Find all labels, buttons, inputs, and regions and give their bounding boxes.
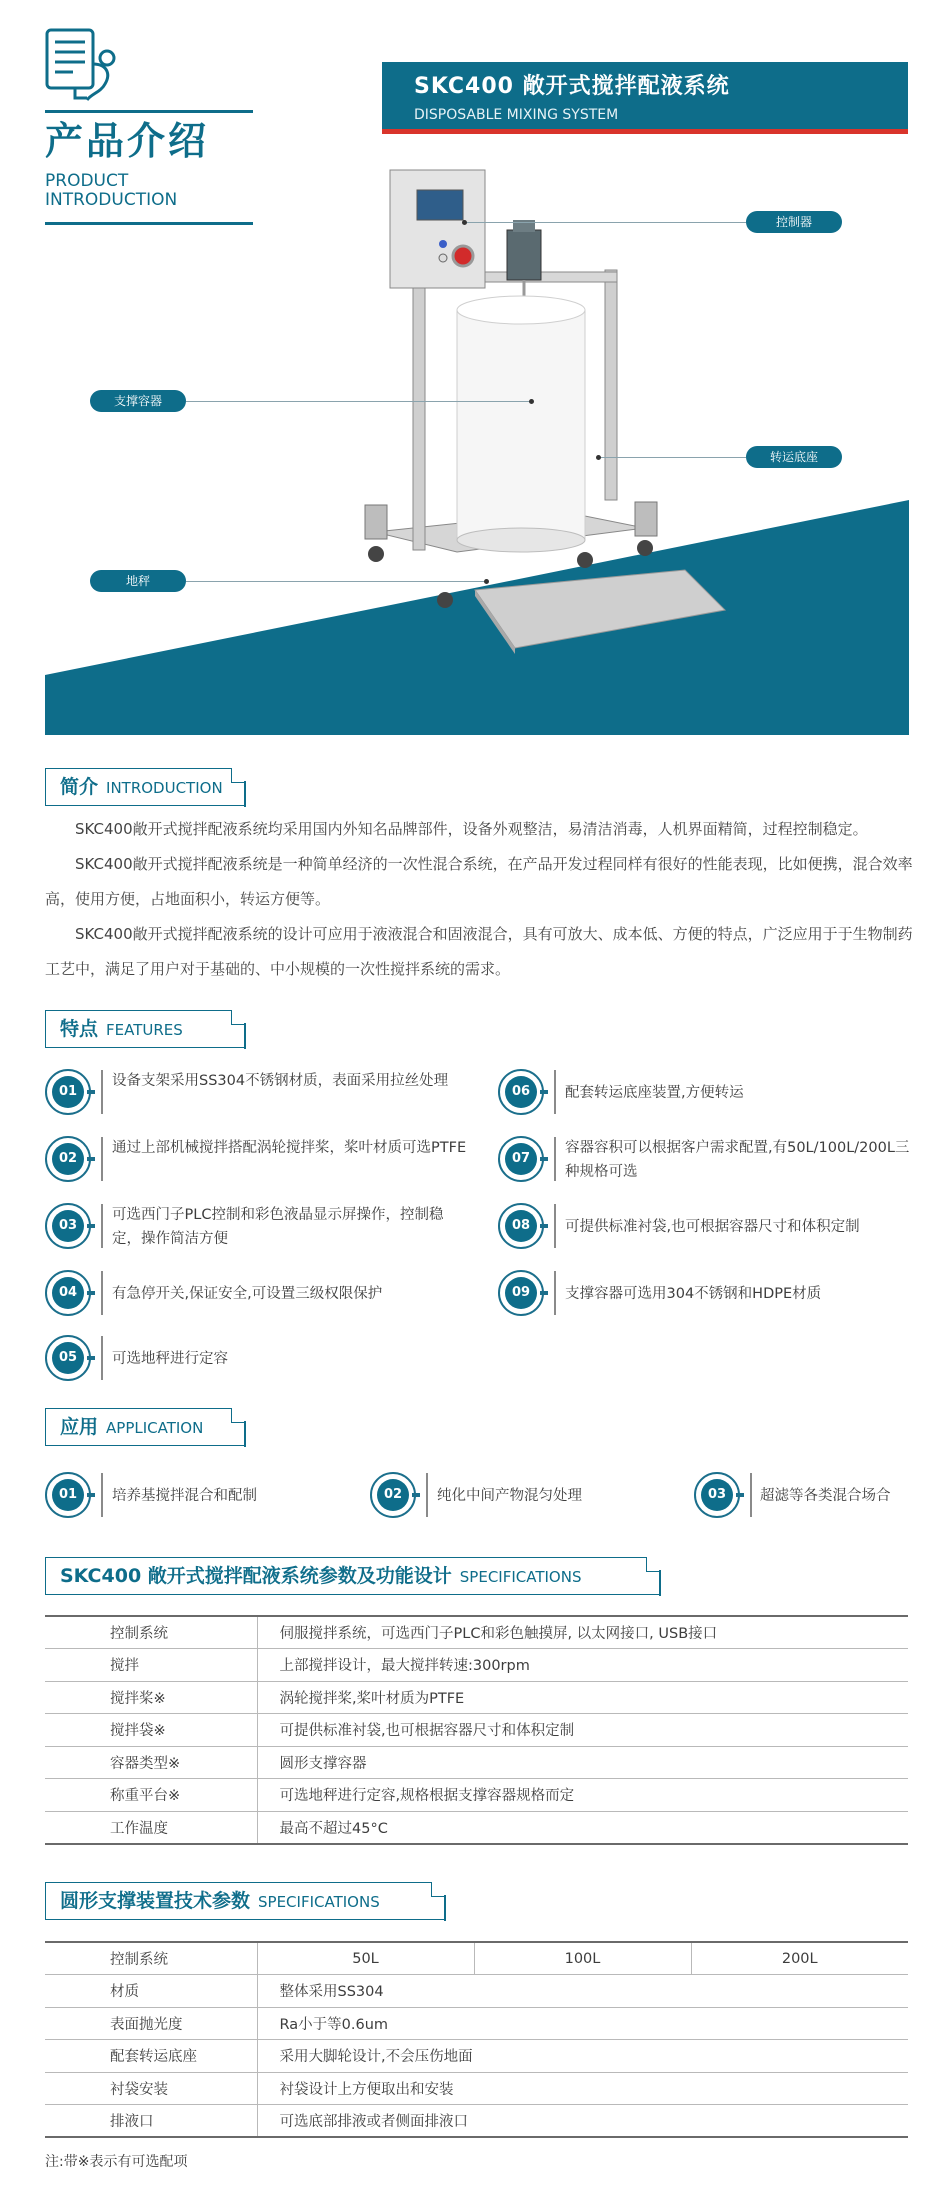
feature-badge-05: 05 [45, 1335, 91, 1381]
callout-scale-leader [186, 581, 486, 582]
application-divider [426, 1473, 428, 1517]
specs-header-edge [659, 1570, 661, 1596]
intro-title-cn: 简介 [60, 776, 99, 798]
support-specs-title-cn: 圆形支撑装置技术参数 [60, 1890, 251, 1912]
specs-table [45, 1615, 908, 1845]
feature-divider [101, 1204, 103, 1248]
feature-badge-01: 01 [45, 1069, 91, 1115]
support-specs-header-edge [444, 1895, 446, 1921]
feature-text-05: 可选地秤进行定容 [112, 1351, 228, 1367]
feature-text-01: 设备支架采用SS304不锈钢材质，表面采用拉丝处理 [112, 1073, 449, 1089]
table-row [45, 1714, 908, 1747]
section-heading-en: PRODUCT INTRODUCTION [45, 171, 178, 210]
support-specs-section-header [45, 1882, 445, 1920]
application-title-en: APPLICATION [106, 1419, 204, 1437]
feature-divider [554, 1204, 556, 1248]
application-badge-01: 01 [45, 1472, 91, 1518]
feature-badge-02: 02 [45, 1136, 91, 1182]
feature-text-06: 配套转运底座装置,方便转运 [565, 1085, 744, 1101]
feature-divider [101, 1137, 103, 1181]
spec-value: Ra小于等0.6um [257, 2007, 908, 2040]
spec-value: 圆形支撑容器 [257, 1746, 908, 1779]
spec-value: 可提供标准衬袋,也可根据容器尺寸和体积定制 [257, 1714, 908, 1747]
heading-rule-top [45, 110, 253, 113]
table-row [45, 1681, 908, 1714]
callout-support-leader [186, 401, 531, 402]
feature-divider [554, 1070, 556, 1114]
feature-text-03: 可选西门子PLC控制和彩色液晶显示屏操作，控制稳定，操作简洁方便 [112, 1207, 444, 1247]
table-row [45, 2072, 908, 2105]
capacity-column-header: 50L [257, 1942, 474, 1975]
feature-divider [101, 1336, 103, 1380]
spec-key: 配套转运底座 [45, 2040, 257, 2073]
features-header-edge [244, 1023, 246, 1049]
feature-text-08: 可提供标准衬袋,也可根据容器尺寸和体积定制 [565, 1219, 860, 1235]
spec-key: 搅拌 [45, 1649, 257, 1682]
spec-key: 衬袋安装 [45, 2072, 257, 2105]
product-subtitle: DISPOSABLE MIXING SYSTEM [414, 107, 619, 123]
support-specs-table [45, 1941, 908, 2138]
intro-paragraph-1: SKC400敞开式搅拌配液系统均采用国内外知名品牌部件，设备外观整洁，易清洁消毒，人机界面精简，过程控制稳定。 [75, 820, 868, 838]
spec-value: 可选底部排液或者侧面排液口 [257, 2105, 908, 2138]
feature-divider [554, 1137, 556, 1181]
application-badge-02: 02 [370, 1472, 416, 1518]
spec-value: 衬袋设计上方便取出和安装 [257, 2072, 908, 2105]
spec-key: 搅拌桨※ [45, 1681, 257, 1714]
application-section-header [45, 1408, 245, 1446]
application-badge-03: 03 [694, 1472, 740, 1518]
spec-value: 伺服搅拌系统，可选西门子PLC和彩色触摸屏, 以太网接口, USB接口 [257, 1616, 908, 1649]
intro-paragraph-2: SKC400敞开式搅拌配液系统是一种简单经济的一次性混合系统，在产品开发过程同样有很好的性能表现，比如便携，混合效率高，使用方便，占地面积小，转运方便等。 [45, 855, 913, 908]
spec-key: 工作温度 [45, 1811, 257, 1844]
spec-key: 材质 [45, 1975, 257, 2008]
features-section-header [45, 1010, 245, 1048]
feature-divider [554, 1271, 556, 1315]
feature-badge-09: 09 [498, 1270, 544, 1316]
table-row [45, 1942, 908, 1975]
spec-key: 控制系统 [45, 1616, 257, 1649]
section-heading-cn: 产品介绍 [45, 119, 210, 163]
application-title-cn: 应用 [60, 1416, 99, 1438]
table-row [45, 1746, 908, 1779]
document-stethoscope-icon [45, 28, 121, 102]
table-row [45, 1811, 908, 1844]
specs-section-header [45, 1557, 660, 1595]
capacity-column-header: 200L [691, 1942, 908, 1975]
feature-text-04: 有急停开关,保证安全,可设置三级权限保护 [112, 1286, 383, 1302]
features-title-cn: 特点 [60, 1018, 99, 1040]
spec-value: 最高不超过45°C [257, 1811, 908, 1844]
callout-scale-dot [484, 579, 489, 584]
intro-title-en: INTRODUCTION [106, 779, 223, 797]
spec-key: 搅拌袋※ [45, 1714, 257, 1747]
spec-value: 整体采用SS304 [257, 1975, 908, 2008]
feature-badge-04: 04 [45, 1270, 91, 1316]
table-row [45, 1616, 908, 1649]
spec-key: 容器类型※ [45, 1746, 257, 1779]
table-row [45, 2105, 908, 2138]
application-text-01: 培养基搅拌混合和配制 [112, 1488, 257, 1504]
spec-key: 表面抛光度 [45, 2007, 257, 2040]
feature-divider [101, 1271, 103, 1315]
feature-text-09: 支撑容器可选用304不锈钢和HDPE材质 [565, 1286, 822, 1302]
specs-title-en: SPECIFICATIONS [459, 1568, 582, 1586]
application-divider [101, 1473, 103, 1517]
callout-support-vessel: 支撑容器 [90, 390, 186, 412]
spec-key: 排液口 [45, 2105, 257, 2138]
feature-divider [101, 1070, 103, 1114]
feature-text-07: 容器容积可以根据客户需求配置,有50L/100L/200L三种规格可选 [565, 1140, 910, 1180]
specs-title-cn: SKC400 敞开式搅拌配液系统参数及功能设计 [60, 1565, 452, 1587]
feature-badge-08: 08 [498, 1203, 544, 1249]
application-divider [750, 1473, 752, 1517]
callout-transfer-base: 转运底座 [746, 446, 842, 468]
table-row [45, 1779, 908, 1812]
table-row [45, 2040, 908, 2073]
application-text-03: 超滤等各类混合场合 [760, 1488, 891, 1504]
callout-support-dot [529, 399, 534, 404]
spec-value: 上部搅拌设计，最大搅拌转速:300rpm [257, 1649, 908, 1682]
table-row [45, 1649, 908, 1682]
callout-controller-dot [462, 220, 467, 225]
intro-section-header [45, 768, 245, 806]
feature-badge-07: 07 [498, 1136, 544, 1182]
callout-base-leader [600, 457, 746, 458]
capacity-column-header: 100L [474, 1942, 691, 1975]
intro-header-edge [244, 781, 246, 807]
callout-controller: 控制器 [746, 211, 842, 233]
callout-floor-scale: 地秤 [90, 570, 186, 592]
intro-paragraph-3: SKC400敞开式搅拌配液系统的设计可应用于液液混合和固液混合，具有可放大、成本低、方便的特点，广泛应用于于生物制药工艺中，满足了用户对于基础的、中小规模的一次性搅拌系统的需求。 [45, 925, 913, 978]
spec-value: 涡轮搅拌桨,桨叶材质为PTFE [257, 1681, 908, 1714]
spec-value: 采用大脚轮设计,不会压伤地面 [257, 2040, 908, 2073]
support-specs-title-en: SPECIFICATIONS [258, 1893, 380, 1911]
spec-key: 称重平台※ [45, 1779, 257, 1812]
callout-controller-leader [466, 222, 746, 223]
application-text-02: 纯化中间产物混匀处理 [437, 1488, 582, 1504]
table-row [45, 2007, 908, 2040]
feature-badge-06: 06 [498, 1069, 544, 1115]
spec-key: 控制系统 [45, 1942, 257, 1975]
table-row [45, 1975, 908, 2008]
features-title-en: FEATURES [106, 1021, 183, 1039]
feature-badge-03: 03 [45, 1203, 91, 1249]
product-title: SKC400 敞开式搅拌配液系统 [414, 74, 730, 99]
footnote: 注:带※表示有可选配项 [45, 2154, 188, 2170]
application-header-edge [244, 1421, 246, 1447]
callout-base-dot [596, 455, 601, 460]
spec-value: 可选地秤进行定容,规格根据支撑容器规格而定 [257, 1779, 908, 1812]
feature-text-02: 通过上部机械搅拌搭配涡轮搅拌桨，桨叶材质可选PTFE [112, 1140, 467, 1156]
